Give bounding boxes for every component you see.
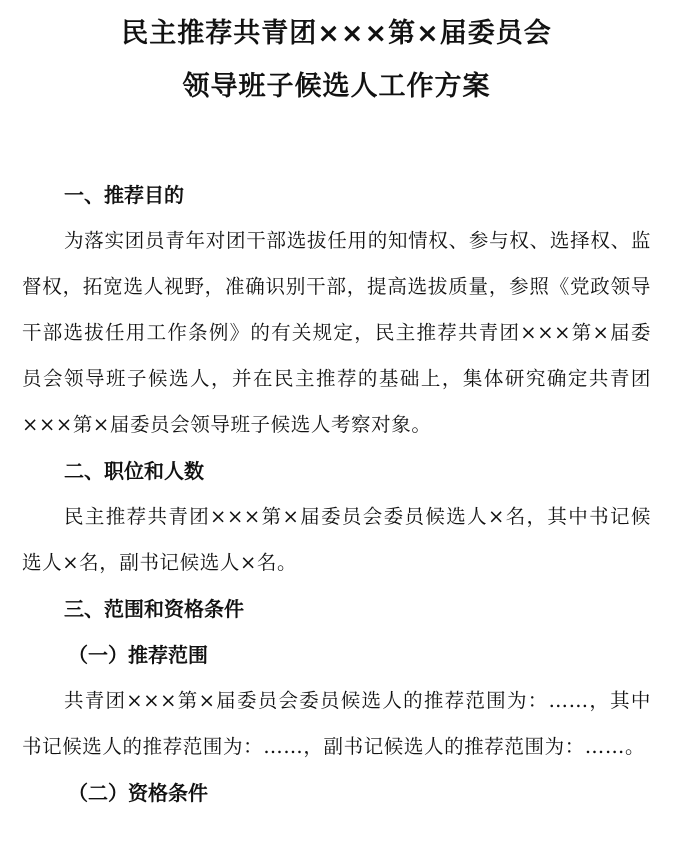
section-heading-scope: 三、范围和资格条件 [64, 597, 244, 621]
subsection-heading-range: （一）推荐范围 [68, 643, 208, 667]
document-title-line-1: 民主推荐共青团×××第×届委员会 [121, 18, 552, 49]
section-heading-positions: 二、职位和人数 [64, 459, 204, 483]
subsection-heading-qualifications: （二）资格条件 [68, 781, 208, 805]
document-title-line-2: 领导班子候选人工作方案 [182, 71, 491, 102]
section-heading-purpose: 一、推荐目的 [64, 183, 184, 207]
section-paragraph-purpose: 为落实团员青年对团干部选拔任用的知情权、参与权、选择权、监督权，拓宽选人视野，准确识别干部，提高选拔质量，参照《党政领导干部选拔任用工作条例》的有关规定，民主推荐共青团×××第×届委员会领导班子候选人，并在民主推荐的基础上，集体研究确定共青团×××第×届委员会领导班子候选人考察对象。 [22, 229, 651, 436]
section-paragraph-positions: 民主推荐共青团×××第×届委员会委员候选人×名，其中书记候选人×名，副书记候选人×名。 [22, 505, 651, 574]
subsection-paragraph-range: 共青团×××第×届委员会委员候选人的推荐范围为：……，其中书记候选人的推荐范围为：……，副书记候选人的推荐范围为：……。 [22, 689, 651, 758]
